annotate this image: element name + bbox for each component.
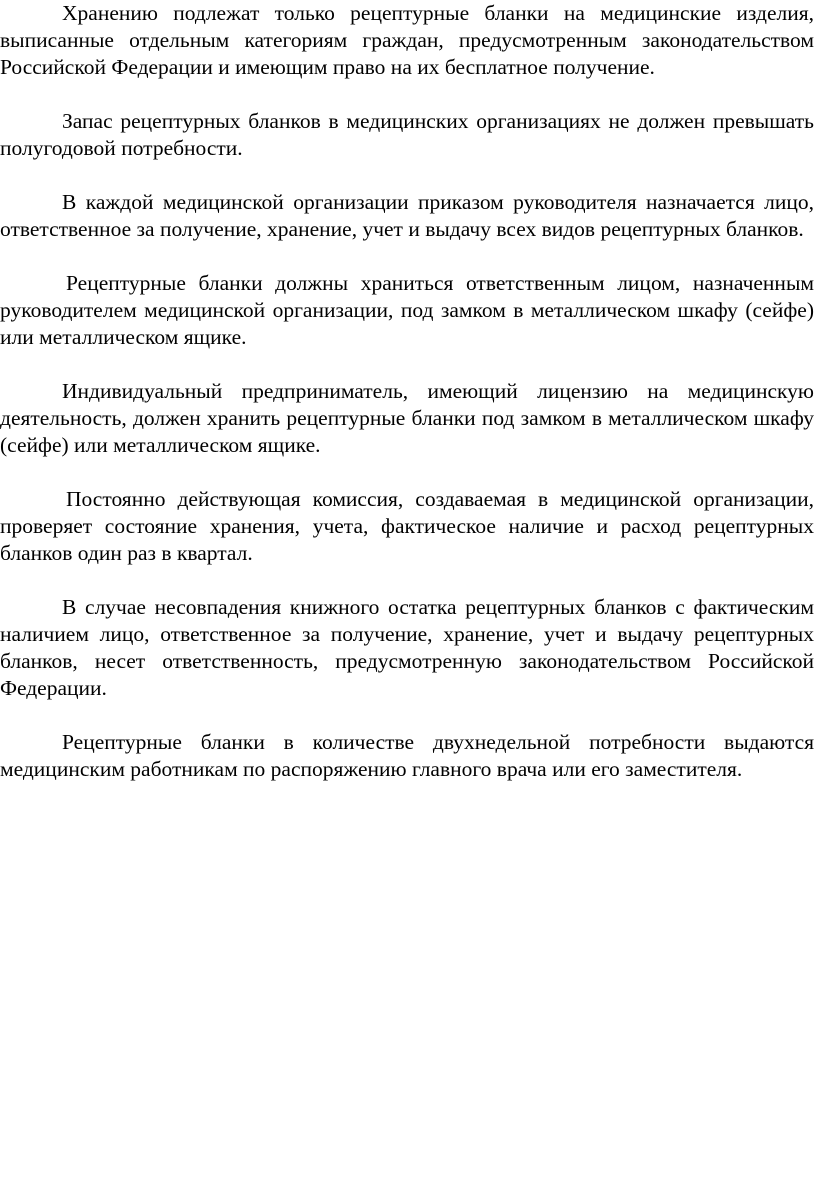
paragraph-storage-scope: Хранению подлежат только рецептурные бланки на медицинские изделия, выписанные отдельным категориям граждан, предусмотренным законодательством Российской Федерации и имеющим право на их бесплатное получение. [0,1,814,79]
paragraph-commission-check: Постоянно действующая комиссия, создаваемая в медицинской организации, проверяет состояние хранения, учета, фактическое наличие и расход рецептурных бланков один раз в квартал. [0,487,814,565]
paragraph-discrepancy-liability: В случае несовпадения книжного остатка рецептурных бланков с фактическим наличием лицо, ответственное за получение, хранение, учет и выдачу рецептурных бланков, несет ответственность, предусмотренную законодательством Российской Федерации. [0,595,814,700]
paragraph-storage-location: Рецептурные бланки должны храниться ответственным лицом, назначенным руководителем медицинской организации, под замком в металлическом шкафу (сейфе) или металлическом ящике. [0,271,814,349]
paragraph-individual-entrepreneur: Индивидуальный предприниматель, имеющий лицензию на медицинскую деятельность, должен хранить рецептурные бланки под замком в металлическом шкафу (сейфе) или металлическом ящике. [0,379,814,457]
paragraph-responsible-person: В каждой медицинской организации приказом руководителя назначается лицо, ответственное за получение, хранение, учет и выдачу всех видов рецептурных бланков. [0,190,814,241]
paragraph-stock-limit: Запас рецептурных бланков в медицинских организациях не должен превышать полугодовой потребности. [0,109,814,160]
paragraph-issuance: Рецептурные бланки в количестве двухнедельной потребности выдаются медицинским работникам по распоряжению главного врача или его заместителя. [0,730,814,781]
